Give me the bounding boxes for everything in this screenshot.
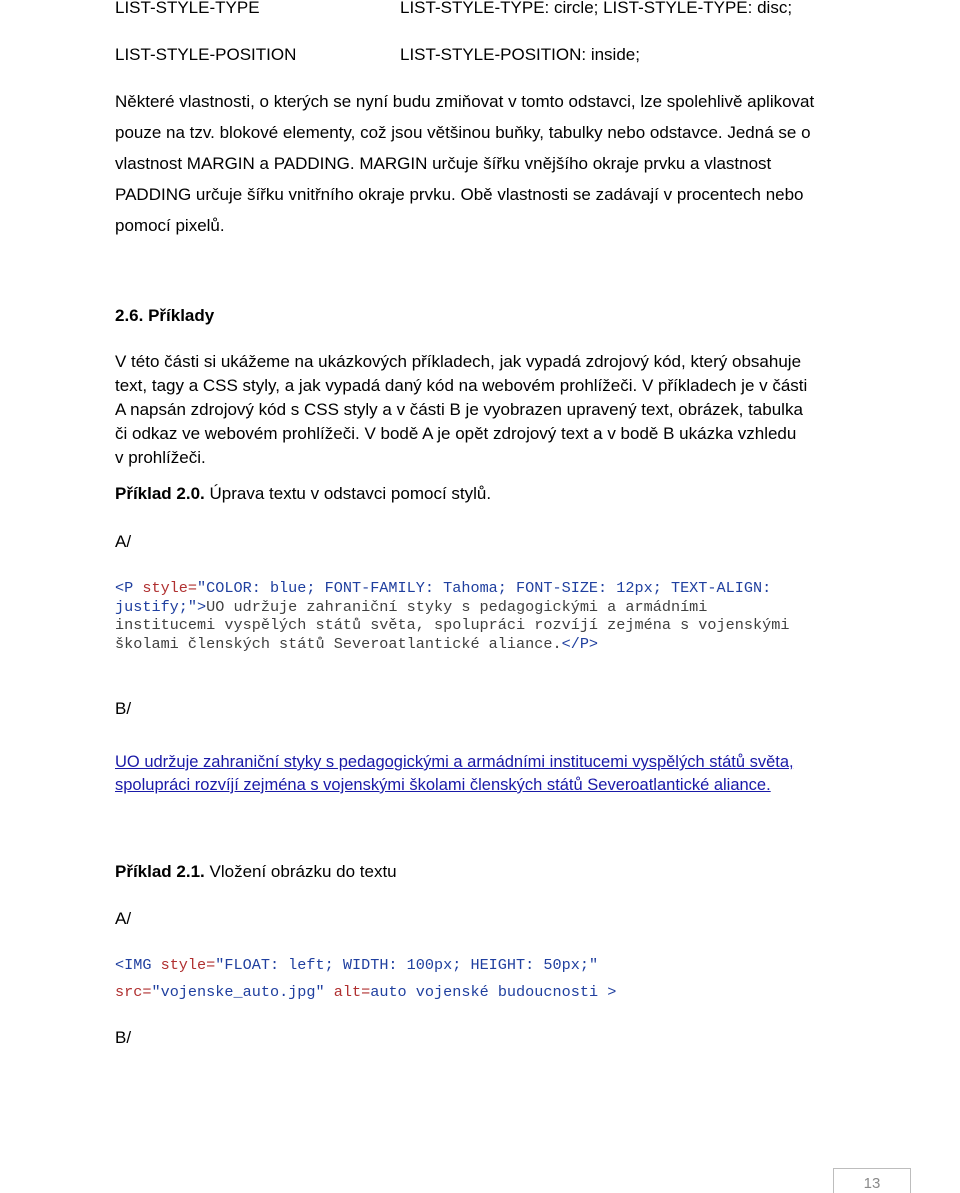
- code-sample-paragraph: [115, 579, 789, 653]
- example-heading-2-1: [115, 862, 397, 882]
- rendered-blue-text: [115, 751, 794, 797]
- code-text: institucemi vyspělých států světa, spolupráci rozvíjí zejména s vojenskými: [115, 616, 790, 634]
- section-paragraph: [115, 350, 850, 470]
- example-title: Vložení obrázku do textu: [204, 862, 397, 881]
- example-number: Příklad 2.1.: [115, 862, 205, 881]
- paragraph-line: PADDING určuje šířku vnitřního okraje prvku. Obě vlastnosti se zadávají v procentech nebo: [115, 185, 804, 204]
- paragraph-line: A napsán zdrojový kód s CSS styly a v části B je vyobrazen upravený text, obrázek, tabulka: [115, 400, 803, 419]
- property-values-list-style-type: LIST-STYLE-TYPE: circle; LIST-STYLE-TYPE: disc;: [400, 0, 793, 17]
- example-title: Úprava textu v odstavci pomocí stylů.: [204, 484, 492, 503]
- code-attribute-value: justify;">: [115, 597, 207, 616]
- property-name-list-style-type: LIST-STYLE-TYPE: [115, 0, 260, 17]
- part-b-label: B/: [115, 1028, 132, 1047]
- code-attribute: style=: [142, 579, 198, 597]
- code-attribute: alt=: [324, 983, 371, 1001]
- paragraph-line: V této části si ukážeme na ukázkových příkladech, jak vypadá zdrojový kód, který obsahuje: [115, 352, 802, 371]
- paragraph-line: pomocí pixelů.: [115, 216, 225, 235]
- property-values-list-style-position: LIST-STYLE-POSITION: inside;: [400, 45, 640, 64]
- code-tag-close: >: [598, 983, 617, 1001]
- part-b-label: B/: [115, 699, 132, 718]
- example-number: Příklad 2.0.: [115, 484, 205, 503]
- code-tag-close: </P>: [561, 634, 599, 653]
- code-text: školami členských států Severoatlantické aliance.: [115, 634, 562, 653]
- code-tag-open: <IMG: [115, 956, 161, 974]
- code-attribute: style=: [160, 956, 216, 974]
- rendered-line: spolupráci rozvíjí zejména s vojenskými školami členských států Severoatlantické aliance.: [115, 776, 771, 794]
- code-attribute-value: "vojenske_auto.jpg": [151, 983, 325, 1001]
- page-number-box: [833, 1168, 911, 1193]
- paragraph-line: Některé vlastnosti, o kterých se nyní budu zmiňovat v tomto odstavci, lze spolehlivě aplikovat: [115, 92, 815, 111]
- property-name-list-style-position: LIST-STYLE-POSITION: [115, 45, 297, 64]
- paragraph-line: text, tagy a CSS styly, a jak vypadá daný kód na webovém prohlížeči. V příkladech je v části: [115, 376, 808, 395]
- code-tag-open: <P: [115, 579, 143, 597]
- code-attribute: src=: [115, 983, 152, 1001]
- code-attribute-value: auto vojenské budoucnosti: [370, 983, 599, 1001]
- rendered-line: UO udržuje zahraniční styky s pedagogickými a armádními institucemi vyspělých států světa,: [115, 753, 794, 771]
- intro-paragraph: [115, 86, 850, 241]
- part-a-label: A/: [115, 532, 132, 551]
- paragraph-line: či odkaz ve webovém prohlížeči. V bodě A je opět zdrojový text a v bodě B ukázka vzhledu: [115, 424, 797, 443]
- code-attribute-value: "COLOR: blue; FONT-FAMILY: Tahoma; FONT-SIZE: 12px; TEXT-ALIGN:: [197, 579, 772, 597]
- code-attribute-value: "FLOAT: left; WIDTH: 100px; HEIGHT: 50px;": [215, 956, 599, 974]
- paragraph-line: vlastnost MARGIN a PADDING. MARGIN určuje šířku vnějšího okraje prvku a vlastnost: [115, 154, 772, 173]
- paragraph-line: v prohlížeči.: [115, 448, 206, 467]
- code-sample-image: [115, 956, 616, 1002]
- example-heading-2-0: [115, 484, 491, 504]
- paragraph-line: pouze na tzv. blokové elementy, což jsou většinou buňky, tabulky nebo odstavce. Jedná se o: [115, 123, 811, 142]
- page-number: 13: [863, 1175, 881, 1192]
- part-a-label: A/: [115, 909, 132, 928]
- section-heading: 2.6. Příklady: [115, 306, 215, 325]
- code-text: UO udržuje zahraniční styky s pedagogickými a armádními: [206, 597, 708, 616]
